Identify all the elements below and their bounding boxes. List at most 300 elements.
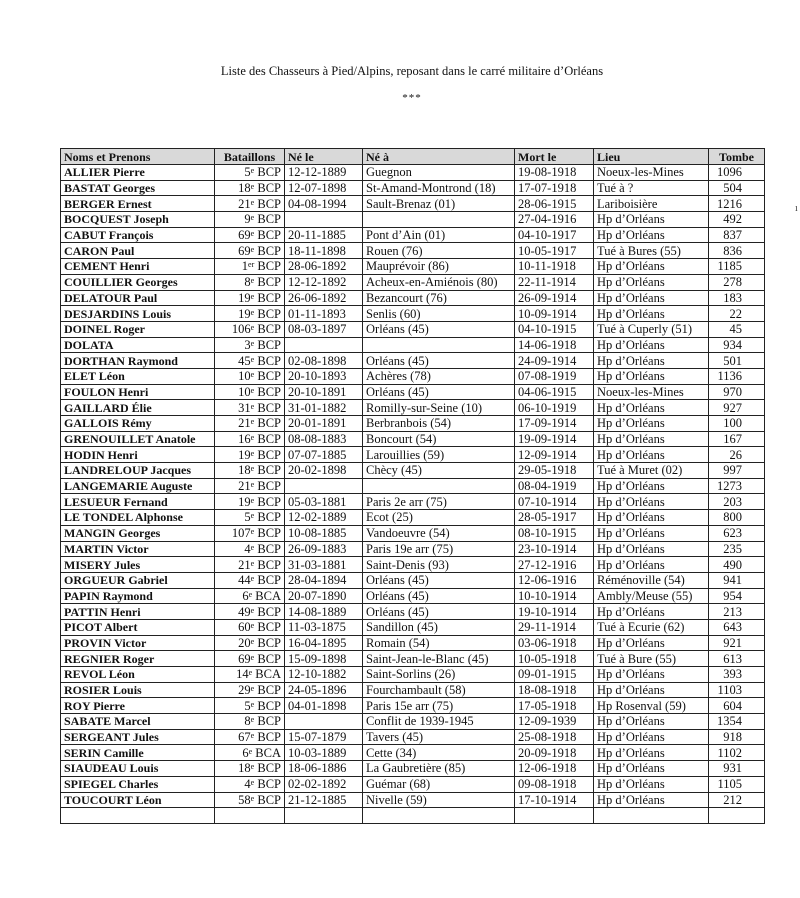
cell-tombe: 836 (709, 243, 765, 259)
cell-lieu: Hp d’Orléans (594, 635, 709, 651)
bataillon-ordinal: e (248, 668, 253, 678)
bataillon-number: 18 (238, 181, 251, 196)
cell-ne-a: Romain (54) (363, 635, 515, 651)
cell-ne-le (285, 212, 363, 228)
bataillon-unit: BCP (257, 447, 281, 462)
bataillon-ordinal: e (250, 558, 255, 568)
cell-bataillon (215, 714, 285, 730)
cell-mort-le: 19-09-1914 (515, 431, 594, 447)
table-row (61, 761, 765, 777)
table-row (61, 447, 765, 463)
cell-bataillon (215, 165, 285, 181)
cell-tombe: 970 (709, 384, 765, 400)
cell-ne-a (363, 478, 515, 494)
table-row (61, 714, 765, 730)
cell-mort-le: 28-05-1917 (515, 510, 594, 526)
table-row (61, 306, 765, 322)
bataillon-number: 8 (244, 275, 251, 290)
bataillon-ordinal: e (250, 417, 255, 427)
bataillon-number: 67 (238, 730, 251, 745)
table-row (61, 651, 765, 667)
cell-ne-le: 04-08-1994 (285, 196, 363, 212)
cell-lieu: Hp d’Orléans (594, 776, 709, 792)
cell-tombe: 643 (709, 619, 765, 635)
cell-nom: LESUEUR Fernand (61, 494, 215, 510)
bataillon-number: 19 (238, 306, 251, 321)
bataillon-ordinal: e (250, 574, 255, 584)
cell-ne-a: Orléans (45) (363, 604, 515, 620)
cell-ne-a: St-Amand-Montrond (18) (363, 180, 515, 196)
cell-ne-a: Bezancourt (76) (363, 290, 515, 306)
cell-mort-le: 19-10-1914 (515, 604, 594, 620)
cell-mort-le: 23-10-1914 (515, 541, 594, 557)
bataillon-ordinal: e (250, 401, 255, 411)
cell-nom: CARON Paul (61, 243, 215, 259)
cell-lieu: Hp d’Orléans (594, 447, 709, 463)
burials-table (60, 148, 765, 824)
bataillon-ordinal: e (250, 636, 255, 646)
bataillon-number: 8 (244, 714, 251, 729)
bataillon-unit: BCP (257, 777, 281, 792)
cell-tombe: 613 (709, 651, 765, 667)
table-row (61, 635, 765, 651)
table-row (61, 384, 765, 400)
cell-mort-le: 29-05-1918 (515, 463, 594, 479)
column-header-tombe: Tombe (709, 149, 765, 165)
bataillon-ordinal: e (250, 684, 255, 694)
cell-lieu: Réménoville (54) (594, 572, 709, 588)
cell-ne-le: 24-05-1896 (285, 682, 363, 698)
cell-nom: MANGIN Georges (61, 525, 215, 541)
table-row (61, 792, 765, 808)
cell-lieu: Hp d’Orléans (594, 416, 709, 432)
cell-mort-le: 06-10-1919 (515, 400, 594, 416)
cell-bataillon (215, 368, 285, 384)
table-row (61, 729, 765, 745)
bataillon-unit: BCP (257, 369, 281, 384)
cell-bataillon (215, 494, 285, 510)
table-row (61, 212, 765, 228)
cell-ne-le: 20-10-1891 (285, 384, 363, 400)
table-row (61, 368, 765, 384)
cell-lieu (594, 808, 709, 824)
cell-lieu: Hp d’Orléans (594, 541, 709, 557)
cell-mort-le: 12-06-1916 (515, 572, 594, 588)
cell-lieu: Hp Rosenval (59) (594, 698, 709, 714)
cell-bataillon (215, 745, 285, 761)
cell-nom: DOINEL Roger (61, 321, 215, 337)
column-header-noms: Noms et Prenons (61, 149, 215, 165)
cell-tombe: 604 (709, 698, 765, 714)
cell-tombe: 934 (709, 337, 765, 353)
cell-ne-a: Saint-Jean-le-Blanc (45) (363, 651, 515, 667)
cell-lieu: Hp d’Orléans (594, 761, 709, 777)
table-row (61, 808, 765, 824)
cell-tombe: 1105 (709, 776, 765, 792)
bataillon-unit: BCP (257, 432, 281, 447)
cell-ne-le: 18-11-1898 (285, 243, 363, 259)
cell-bataillon (215, 792, 285, 808)
cell-lieu: Hp d’Orléans (594, 525, 709, 541)
cell-ne-a: Saint-Denis (93) (363, 557, 515, 573)
cell-lieu: Hp d’Orléans (594, 400, 709, 416)
cell-bataillon (215, 431, 285, 447)
cell-ne-le: 10-03-1889 (285, 745, 363, 761)
table-row (61, 525, 765, 541)
table-row (61, 227, 765, 243)
cell-bataillon (215, 510, 285, 526)
cell-mort-le: 10-05-1918 (515, 651, 594, 667)
cell-bataillon (215, 243, 285, 259)
bataillon-unit: BCP (257, 243, 281, 258)
cell-bataillon (215, 478, 285, 494)
bataillon-number: 19 (238, 447, 251, 462)
bataillon-number: 106 (231, 322, 251, 337)
cell-bataillon (215, 635, 285, 651)
cell-nom: CEMENT Henri (61, 259, 215, 275)
cell-bataillon (215, 400, 285, 416)
cell-ne-le: 31-01-1882 (285, 400, 363, 416)
bataillon-unit: BCP (257, 181, 281, 196)
table-row (61, 588, 765, 604)
cell-tombe: 22 (709, 306, 765, 322)
cell-ne-le (285, 478, 363, 494)
bataillon-number: 3 (244, 337, 251, 352)
bataillon-unit: BCP (257, 275, 281, 290)
cell-ne-le: 11-03-1875 (285, 619, 363, 635)
cell-ne-a: Sandillon (45) (363, 619, 515, 635)
cell-mort-le: 10-11-1918 (515, 259, 594, 275)
cell-mort-le: 07-08-1919 (515, 368, 594, 384)
bataillon-unit: BCP (257, 228, 281, 243)
bataillon-ordinal: e (250, 323, 255, 333)
cell-ne-le: 18-06-1886 (285, 761, 363, 777)
cell-mort-le: 07-10-1914 (515, 494, 594, 510)
table-row (61, 400, 765, 416)
cell-ne-le (285, 714, 363, 730)
bataillon-number: 19 (238, 290, 251, 305)
table-row (61, 463, 765, 479)
bataillon-number: 21 (238, 557, 251, 572)
cell-nom (61, 808, 215, 824)
cell-lieu: Hp d’Orléans (594, 353, 709, 369)
cell-bataillon (215, 776, 285, 792)
cell-ne-le: 20-07-1890 (285, 588, 363, 604)
cell-bataillon (215, 604, 285, 620)
cell-tombe: 800 (709, 510, 765, 526)
bataillon-unit: BCP (257, 698, 281, 713)
header-row (61, 149, 765, 165)
bataillon-unit: BCP (257, 306, 281, 321)
table-row (61, 180, 765, 196)
table-row (61, 698, 765, 714)
cell-lieu: Hp d’Orléans (594, 290, 709, 306)
cell-tombe: 1096 (709, 165, 765, 181)
cell-ne-a: Conflit de 1939-1945 (363, 714, 515, 730)
cell-lieu: Hp d’Orléans (594, 792, 709, 808)
cell-ne-le: 04-01-1898 (285, 698, 363, 714)
cell-bataillon (215, 180, 285, 196)
cell-ne-a (363, 808, 515, 824)
cell-lieu: Hp d’Orléans (594, 714, 709, 730)
cell-bataillon (215, 259, 285, 275)
cell-mort-le: 04-06-1915 (515, 384, 594, 400)
cell-mort-le: 08-10-1915 (515, 525, 594, 541)
cell-ne-a: Achères (78) (363, 368, 515, 384)
cell-nom: LANDRELOUP Jacques (61, 463, 215, 479)
cell-tombe: 167 (709, 431, 765, 447)
cell-bataillon (215, 290, 285, 306)
cell-nom: DORTHAN Raymond (61, 353, 215, 369)
cell-mort-le: 27-12-1916 (515, 557, 594, 573)
bataillon-ordinal: e (250, 370, 255, 380)
bataillon-ordinal: e (248, 746, 253, 756)
cell-nom: ORGUEUR Gabriel (61, 572, 215, 588)
cell-ne-a (363, 337, 515, 353)
cell-bataillon (215, 619, 285, 635)
bataillon-ordinal: e (250, 793, 255, 803)
cell-ne-le: 10-08-1885 (285, 525, 363, 541)
cell-lieu: Hp d’Orléans (594, 259, 709, 275)
cell-lieu: Hp d’Orléans (594, 494, 709, 510)
separator-stars: *** (402, 92, 422, 104)
table-row (61, 494, 765, 510)
cell-bataillon (215, 761, 285, 777)
cell-ne-le: 12-02-1889 (285, 510, 363, 526)
bataillon-ordinal: e (250, 511, 255, 521)
cell-bataillon (215, 212, 285, 228)
cell-nom: ROY Pierre (61, 698, 215, 714)
cell-bataillon (215, 541, 285, 557)
cell-tombe: 921 (709, 635, 765, 651)
bataillon-ordinal: e (250, 762, 255, 772)
cell-ne-a: Ecot (25) (363, 510, 515, 526)
table-row (61, 541, 765, 557)
cell-tombe: 931 (709, 761, 765, 777)
cell-ne-le (285, 808, 363, 824)
table-body (61, 165, 765, 824)
table-row (61, 416, 765, 432)
bataillon-number: 29 (238, 683, 251, 698)
bataillon-unit: BCP (257, 259, 281, 274)
table-row (61, 290, 765, 306)
cell-lieu: Tué à Bure (55) (594, 651, 709, 667)
bataillon-ordinal: e (250, 229, 255, 239)
column-header-ne-le: Né le (285, 149, 363, 165)
bataillon-ordinal: er (248, 260, 255, 270)
bataillon-ordinal: e (250, 244, 255, 254)
bataillon-unit: BCP (257, 494, 281, 509)
cell-ne-le: 20-11-1885 (285, 227, 363, 243)
bataillon-number: 45 (238, 353, 251, 368)
cell-mort-le: 04-10-1915 (515, 321, 594, 337)
cell-ne-le: 20-01-1891 (285, 416, 363, 432)
bataillon-unit: BCP (257, 651, 281, 666)
cell-tombe: 954 (709, 588, 765, 604)
bataillon-ordinal: e (250, 338, 255, 348)
cell-lieu: Hp d’Orléans (594, 604, 709, 620)
cell-tombe: 1136 (709, 368, 765, 384)
bataillon-number: 14 (236, 667, 249, 682)
cell-tombe: 1102 (709, 745, 765, 761)
cell-ne-le: 20-02-1898 (285, 463, 363, 479)
cell-mort-le: 28-06-1915 (515, 196, 594, 212)
cell-ne-le: 26-06-1892 (285, 290, 363, 306)
cell-ne-a: Mauprévoir (86) (363, 259, 515, 275)
cell-nom: SERGEANT Jules (61, 729, 215, 745)
bataillon-unit: BCP (257, 604, 281, 619)
cell-nom: PATTIN Henri (61, 604, 215, 620)
cell-bataillon (215, 525, 285, 541)
cell-nom: COUILLIER Georges (61, 274, 215, 290)
cell-ne-a: Guegnon (363, 165, 515, 181)
cell-nom: REVOL Léon (61, 667, 215, 683)
cell-ne-a: Guémar (68) (363, 776, 515, 792)
cell-ne-a: Fourchambault (58) (363, 682, 515, 698)
table-row (61, 243, 765, 259)
table-row (61, 557, 765, 573)
bataillon-ordinal: e (248, 589, 253, 599)
cell-lieu: Hp d’Orléans (594, 510, 709, 526)
cell-ne-a: Sault-Brenaz (01) (363, 196, 515, 212)
cell-tombe: 26 (709, 447, 765, 463)
cell-tombe: 918 (709, 729, 765, 745)
bataillon-number: 31 (238, 400, 251, 415)
cell-lieu: Hp d’Orléans (594, 557, 709, 573)
bataillon-ordinal: e (250, 354, 255, 364)
cell-mort-le: 09-08-1918 (515, 776, 594, 792)
bataillon-ordinal: e (250, 464, 255, 474)
cell-bataillon (215, 306, 285, 322)
bataillon-ordinal: e (250, 213, 255, 223)
bataillon-ordinal: e (250, 527, 255, 537)
cell-ne-le: 26-09-1883 (285, 541, 363, 557)
cell-ne-le: 08-03-1897 (285, 321, 363, 337)
bataillon-unit: BCP (257, 683, 281, 698)
bataillon-ordinal: e (250, 307, 255, 317)
table-row (61, 776, 765, 792)
bataillon-unit: BCP (257, 322, 281, 337)
cell-lieu: Hp d’Orléans (594, 337, 709, 353)
table-row (61, 259, 765, 275)
table-row (61, 682, 765, 698)
cell-nom: ROSIER Louis (61, 682, 215, 698)
cell-lieu: Noeux-les-Mines (594, 384, 709, 400)
cell-ne-le (285, 337, 363, 353)
cell-tombe: 927 (709, 400, 765, 416)
cell-ne-le: 16-04-1895 (285, 635, 363, 651)
cell-nom: LANGEMARIE Auguste (61, 478, 215, 494)
cell-ne-le: 12-12-1889 (285, 165, 363, 181)
cell-tombe: 1273 (709, 478, 765, 494)
cell-mort-le: 26-09-1914 (515, 290, 594, 306)
bataillon-ordinal: e (250, 197, 255, 207)
bataillon-unit: BCP (257, 290, 281, 305)
cell-nom: PICOT Albert (61, 619, 215, 635)
bataillon-ordinal: e (250, 166, 255, 176)
bataillon-ordinal: e (250, 276, 255, 286)
cell-nom: PAPIN Raymond (61, 588, 215, 604)
cell-mort-le: 04-10-1917 (515, 227, 594, 243)
bataillon-ordinal: e (250, 731, 255, 741)
cell-mort-le: 10-09-1914 (515, 306, 594, 322)
cell-nom: GALLOIS Rémy (61, 416, 215, 432)
margin-mark: ı (795, 203, 798, 214)
cell-mort-le: 12-06-1918 (515, 761, 594, 777)
cell-ne-le: 28-04-1894 (285, 572, 363, 588)
table-row (61, 619, 765, 635)
cell-mort-le: 09-01-1915 (515, 667, 594, 683)
cell-tombe: 1103 (709, 682, 765, 698)
cell-ne-a: Cette (34) (363, 745, 515, 761)
cell-bataillon (215, 196, 285, 212)
column-header-lieu: Lieu (594, 149, 709, 165)
cell-ne-le: 31-03-1881 (285, 557, 363, 573)
cell-tombe: 45 (709, 321, 765, 337)
cell-ne-a: Larouillies (59) (363, 447, 515, 463)
cell-nom: SERIN Camille (61, 745, 215, 761)
bataillon-number: 19 (238, 494, 251, 509)
table-row (61, 165, 765, 181)
cell-bataillon (215, 651, 285, 667)
cell-bataillon (215, 667, 285, 683)
bataillon-ordinal: e (250, 433, 255, 443)
cell-nom: DELATOUR Paul (61, 290, 215, 306)
cell-tombe: 504 (709, 180, 765, 196)
cell-ne-a: Paris 15e arr (75) (363, 698, 515, 714)
table-row (61, 478, 765, 494)
bataillon-unit: BCP (257, 510, 281, 525)
cell-ne-le: 12-07-1898 (285, 180, 363, 196)
table-row (61, 510, 765, 526)
cell-nom: FOULON Henri (61, 384, 215, 400)
cell-mort-le: 17-05-1918 (515, 698, 594, 714)
cell-nom: DOLATA (61, 337, 215, 353)
cell-nom: GAILLARD Élie (61, 400, 215, 416)
cell-nom: REGNIER Roger (61, 651, 215, 667)
cell-ne-a: Tavers (45) (363, 729, 515, 745)
bataillon-unit: BCP (257, 337, 281, 352)
cell-nom: ALLIER Pierre (61, 165, 215, 181)
bataillon-number: 21 (238, 196, 251, 211)
bataillon-ordinal: e (250, 448, 255, 458)
bataillon-number: 58 (238, 792, 251, 807)
cell-bataillon (215, 572, 285, 588)
bataillon-unit: BCP (257, 463, 281, 478)
bataillon-ordinal: e (250, 605, 255, 615)
cell-lieu: Tué à ? (594, 180, 709, 196)
bataillon-unit: BCP (257, 635, 281, 650)
cell-tombe: 213 (709, 604, 765, 620)
column-header-ne-a: Né à (363, 149, 515, 165)
bataillon-ordinal: e (250, 542, 255, 552)
cell-ne-a: Orléans (45) (363, 588, 515, 604)
cell-nom: MISERY Jules (61, 557, 215, 573)
cell-nom: SABATE Marcel (61, 714, 215, 730)
cell-ne-a: Rouen (76) (363, 243, 515, 259)
bataillon-ordinal: e (250, 778, 255, 788)
bataillon-unit: BCP (257, 620, 281, 635)
bataillon-number: 6 (242, 588, 249, 603)
cell-mort-le (515, 808, 594, 824)
table-row (61, 572, 765, 588)
table-row (61, 353, 765, 369)
cell-lieu: Tué à Bures (55) (594, 243, 709, 259)
cell-ne-le: 15-09-1898 (285, 651, 363, 667)
bataillon-ordinal: e (250, 495, 255, 505)
cell-tombe: 183 (709, 290, 765, 306)
cell-mort-le: 10-05-1917 (515, 243, 594, 259)
